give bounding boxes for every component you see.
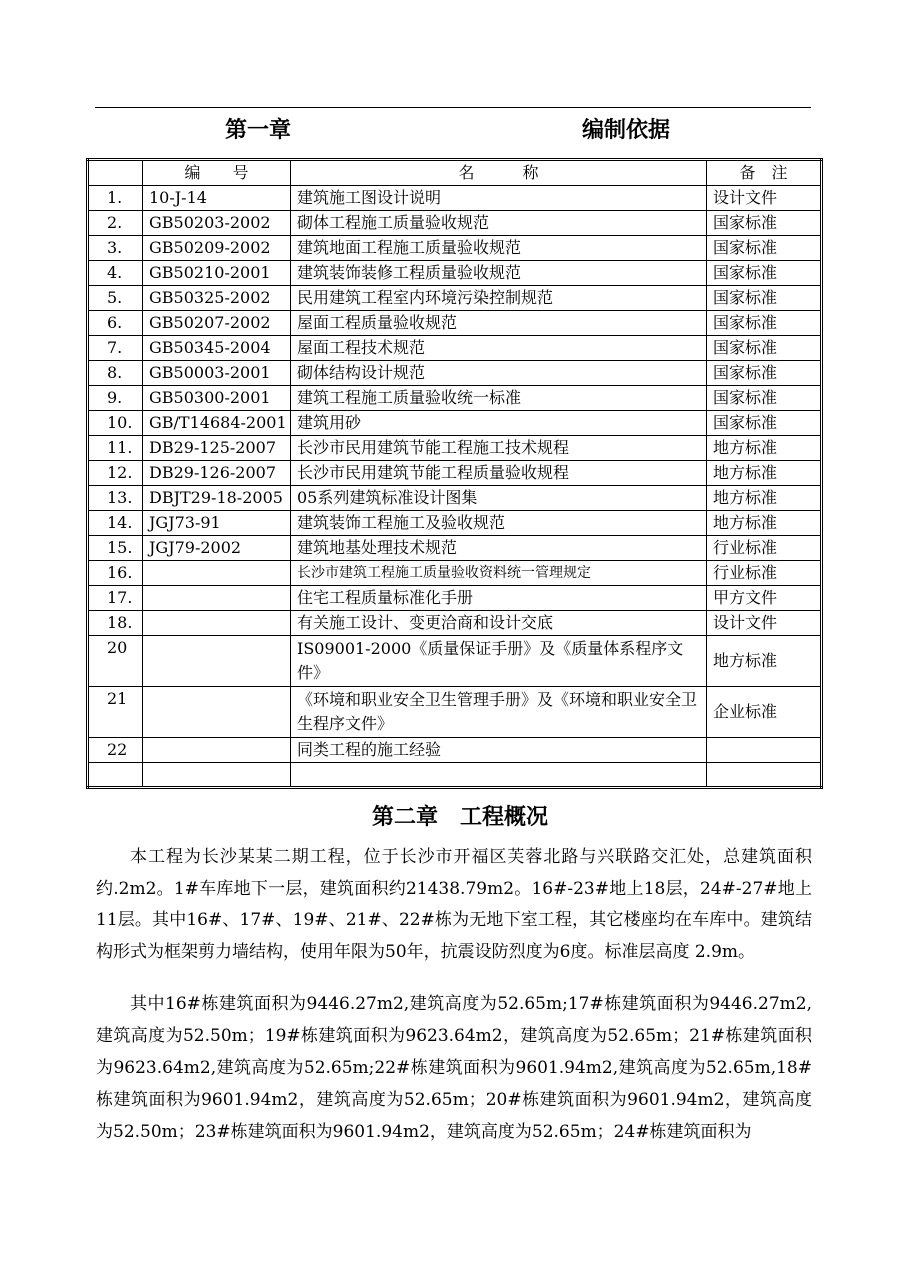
row-note: 国家标准 xyxy=(707,386,822,411)
row-code: JGJ79-2002 xyxy=(143,536,291,561)
empty-cell xyxy=(291,763,707,788)
table-row xyxy=(88,186,822,211)
row-note: 设计文件 xyxy=(707,611,822,636)
empty-cell xyxy=(88,763,143,788)
row-code: GB50325-2002 xyxy=(143,286,291,311)
row-name: 长沙市建筑工程施工质量验收资料统一管理规定 xyxy=(291,561,707,586)
row-code: GB/T14684-2001 xyxy=(143,411,291,436)
row-code: GB50209-2002 xyxy=(143,236,291,261)
row-name: 建筑装饰工程施工及验收规范 xyxy=(291,511,707,536)
table-row xyxy=(88,211,822,236)
table-row xyxy=(88,511,822,536)
row-name: 民用建筑工程室内环境污染控制规范 xyxy=(291,286,707,311)
row-note: 地方标准 xyxy=(707,636,822,687)
header-name: 名 称 xyxy=(291,160,707,186)
row-note: 企业标准 xyxy=(707,687,822,738)
row-code: DB29-126-2007 xyxy=(143,461,291,486)
row-name: 建筑工程施工质量验收统一标准 xyxy=(291,386,707,411)
table-row xyxy=(88,261,822,286)
row-code: GB50003-2001 xyxy=(143,361,291,386)
table-row xyxy=(88,611,822,636)
row-index: 10. xyxy=(88,411,143,436)
chapter1-title: 编制依据 xyxy=(582,118,671,143)
row-index: 12. xyxy=(88,461,143,486)
row-code: 10-J-14 xyxy=(143,186,291,211)
row-note: 地方标准 xyxy=(707,461,822,486)
row-code xyxy=(143,738,291,763)
row-index: 20 xyxy=(88,636,143,687)
table-row xyxy=(88,336,822,361)
overview-paragraph-1: 本工程为长沙某某二期工程，位于长沙市开福区芙蓉北路与兴联路交汇处，总建筑面积约.2m2。1#车库地下一层，建筑面积约21438.79m2。16#-23#地上18层，24#-27#地上11层。其中16#、17#、19#、21#、22#栋为无地下室工程，其它楼座均在车库中。建筑结构形式为框架剪力墙结构，使用年限为50年，抗震设防烈度为6度。标准层高度 2.9m。 xyxy=(96,847,812,962)
table-header-row xyxy=(88,160,822,186)
table-row xyxy=(88,436,822,461)
row-name: 建筑地面工程施工质量验收规范 xyxy=(291,236,707,261)
row-name: 建筑施工图设计说明 xyxy=(291,186,707,211)
row-name: 《环境和职业安全卫生管理手册》及《环境和职业安全卫生程序文件》 xyxy=(291,687,707,738)
table-row xyxy=(88,386,822,411)
row-note: 国家标准 xyxy=(707,336,822,361)
row-code: GB50207-2002 xyxy=(143,311,291,336)
row-index: 7. xyxy=(88,336,143,361)
row-code xyxy=(143,611,291,636)
table-row xyxy=(88,738,822,763)
row-note: 行业标准 xyxy=(707,561,822,586)
row-index: 5. xyxy=(88,286,143,311)
row-name: 同类工程的施工经验 xyxy=(291,738,707,763)
table-row-empty xyxy=(88,763,822,788)
row-note: 国家标准 xyxy=(707,261,822,286)
header-index xyxy=(88,160,143,186)
row-index: 17. xyxy=(88,586,143,611)
row-note: 国家标准 xyxy=(707,236,822,261)
row-index: 8. xyxy=(88,361,143,386)
row-code: GB50210-2001 xyxy=(143,261,291,286)
row-note: 地方标准 xyxy=(707,511,822,536)
row-name: 屋面工程质量验收规范 xyxy=(291,311,707,336)
row-code: GB50300-2001 xyxy=(143,386,291,411)
row-index: 21 xyxy=(88,687,143,738)
row-index: 22 xyxy=(88,738,143,763)
row-note: 国家标准 xyxy=(707,361,822,386)
table-row xyxy=(88,636,822,687)
row-code: DBJT29-18-2005 xyxy=(143,486,291,511)
table-row xyxy=(88,461,822,486)
row-index: 9. xyxy=(88,386,143,411)
overview-paragraph-2: 其中16#栋建筑面积为9446.27m2,建筑高度为52.65m;17#栋建筑面积为9446.27m2,建筑高度为52.50m；19#栋建筑面积为9623.64m2，建筑高度为52.65m；21#栋建筑面积为9623.64m2,建筑高度为52.65m;22#栋建筑面积为9601.94m2,建筑高度为52.65m,18#栋建筑面积为9601.94m2，建筑高度为52.65m；20#栋建筑面积为9601.94m2，建筑高度为52.50m；23#栋建筑面积为9601.94m2，建筑高度为52.65m；24#栋建筑面积为 xyxy=(96,994,812,1142)
row-code xyxy=(143,687,291,738)
reference-table xyxy=(86,158,823,789)
table-row xyxy=(88,286,822,311)
table-row xyxy=(88,586,822,611)
row-code: DB29-125-2007 xyxy=(143,436,291,461)
row-code: JGJ73-91 xyxy=(143,511,291,536)
row-note: 国家标准 xyxy=(707,311,822,336)
row-index: 18. xyxy=(88,611,143,636)
chapter1-number: 第一章 xyxy=(225,118,292,143)
row-name: 建筑用砂 xyxy=(291,411,707,436)
row-index: 14. xyxy=(88,511,143,536)
table-row xyxy=(88,311,822,336)
row-note xyxy=(707,738,822,763)
chapter2-title: 第二章 工程概况 xyxy=(371,805,548,830)
row-index: 15. xyxy=(88,536,143,561)
row-note: 国家标准 xyxy=(707,211,822,236)
header-code: 编 号 xyxy=(143,160,291,186)
row-note: 地方标准 xyxy=(707,436,822,461)
table-row xyxy=(88,561,822,586)
row-name: IS09001-2000《质量保证手册》及《质量体系程序文件》 xyxy=(291,636,707,687)
row-index: 16. xyxy=(88,561,143,586)
row-name: 住宅工程质量标准化手册 xyxy=(291,586,707,611)
row-index: 11. xyxy=(88,436,143,461)
empty-cell xyxy=(707,763,822,788)
row-index: 4. xyxy=(88,261,143,286)
table-row xyxy=(88,411,822,436)
row-name: 长沙市民用建筑节能工程质量验收规程 xyxy=(291,461,707,486)
table-row xyxy=(88,486,822,511)
table-row xyxy=(88,536,822,561)
row-name: 屋面工程技术规范 xyxy=(291,336,707,361)
header-note: 备 注 xyxy=(707,160,822,186)
empty-cell xyxy=(143,763,291,788)
row-name: 有关施工设计、变更洽商和设计交底 xyxy=(291,611,707,636)
row-code xyxy=(143,561,291,586)
row-note: 设计文件 xyxy=(707,186,822,211)
header-rule xyxy=(95,107,811,108)
row-name: 砌体工程施工质量验收规范 xyxy=(291,211,707,236)
row-index: 1. xyxy=(88,186,143,211)
row-name: 砌体结构设计规范 xyxy=(291,361,707,386)
row-note: 国家标准 xyxy=(707,286,822,311)
row-index: 13. xyxy=(88,486,143,511)
row-note: 行业标准 xyxy=(707,536,822,561)
row-name: 长沙市民用建筑节能工程施工技术规程 xyxy=(291,436,707,461)
row-code: GB50345-2004 xyxy=(143,336,291,361)
row-note: 国家标准 xyxy=(707,411,822,436)
row-name: 建筑地基处理技术规范 xyxy=(291,536,707,561)
row-note: 甲方文件 xyxy=(707,586,822,611)
row-code: GB50203-2002 xyxy=(143,211,291,236)
row-note: 地方标准 xyxy=(707,486,822,511)
row-index: 3. xyxy=(88,236,143,261)
table-row xyxy=(88,361,822,386)
row-name: 05系列建筑标准设计图集 xyxy=(291,486,707,511)
row-name: 建筑装饰装修工程质量验收规范 xyxy=(291,261,707,286)
row-index: 6. xyxy=(88,311,143,336)
table-row xyxy=(88,687,822,738)
row-code xyxy=(143,586,291,611)
table-row xyxy=(88,236,822,261)
row-code xyxy=(143,636,291,687)
row-index: 2. xyxy=(88,211,143,236)
